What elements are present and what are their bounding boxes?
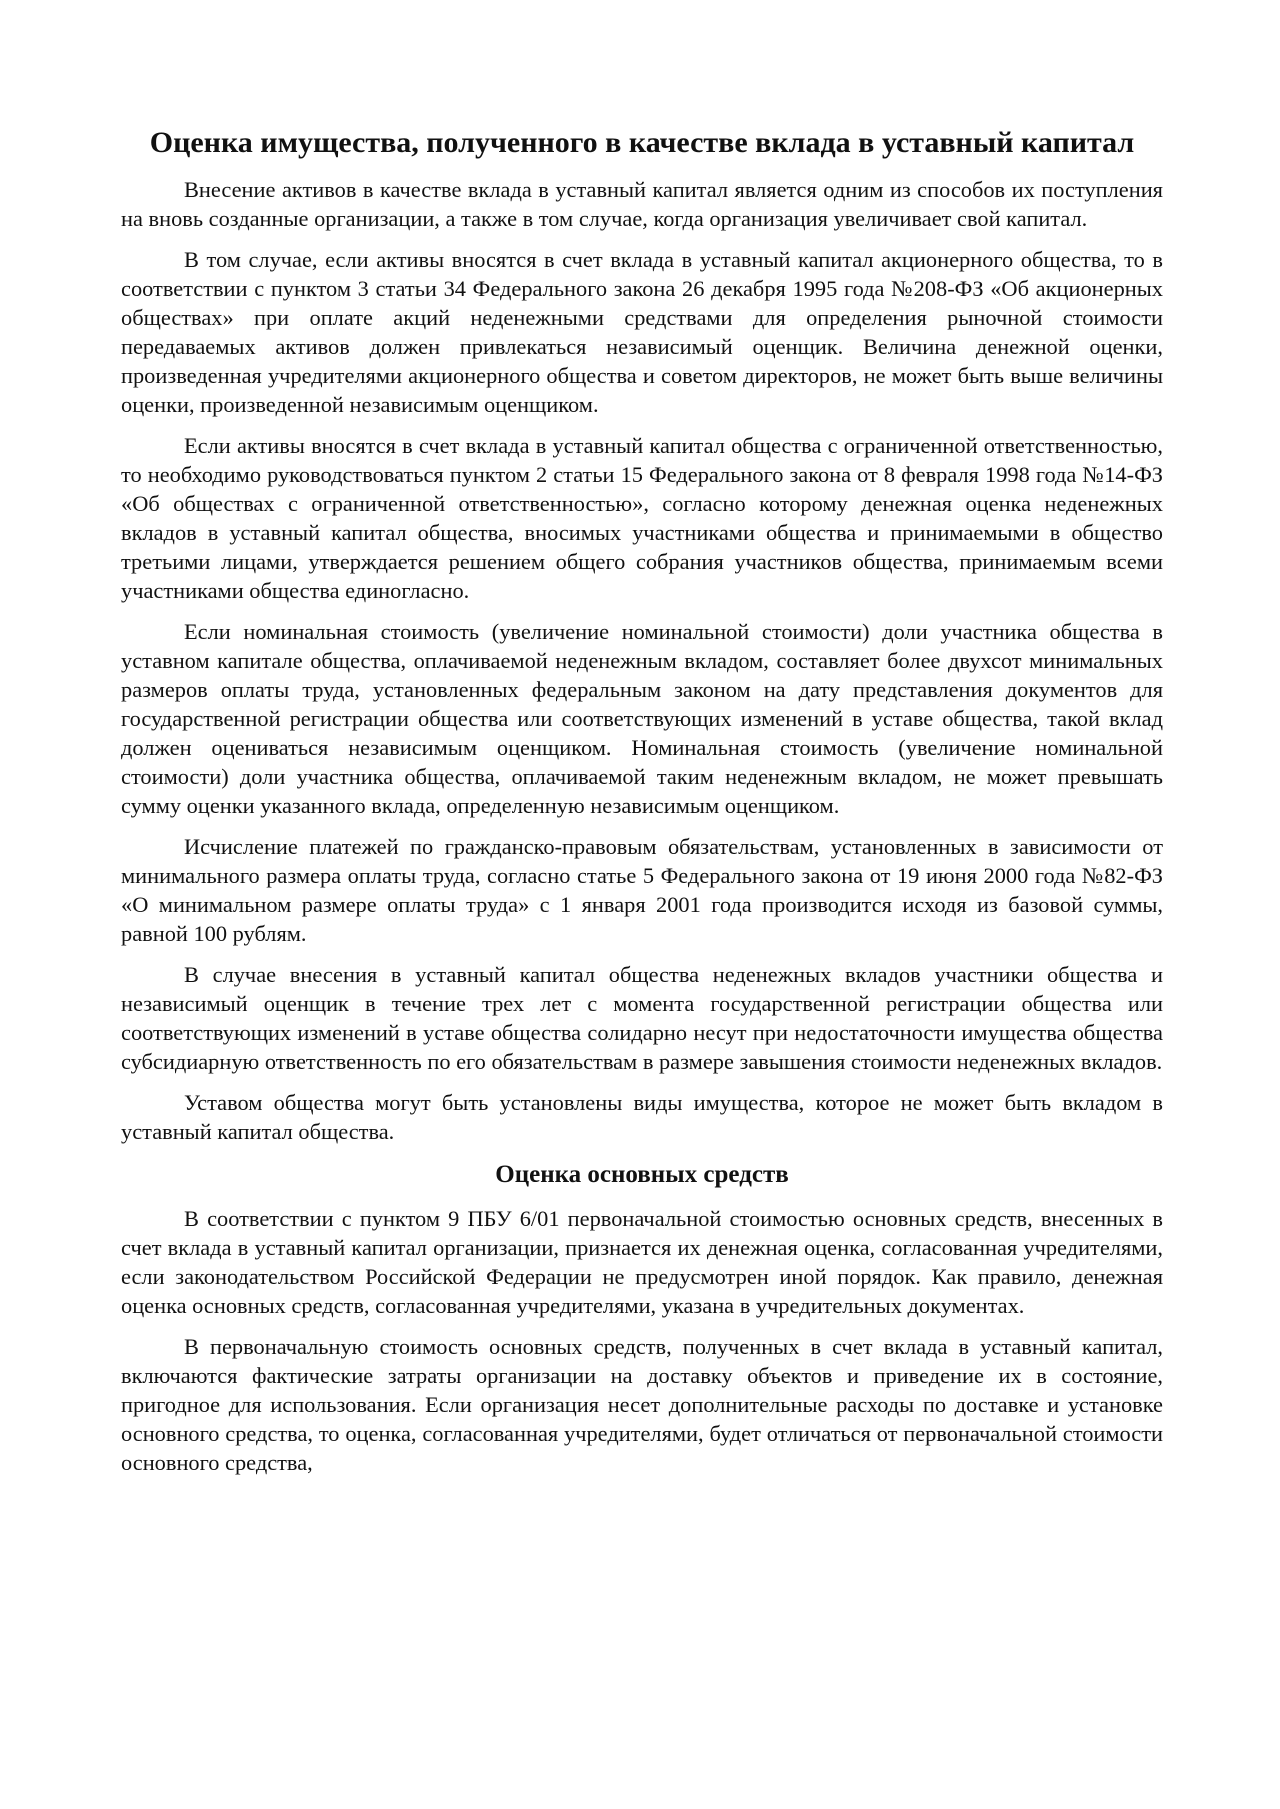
paragraph: Внесение активов в качестве вклада в уставный капитал является одним из способов их поступления на вновь созданные организации, а также в том случае, когда организация увеличивает свой капитал. xyxy=(121,177,1163,231)
paragraph: В соответствии с пунктом 9 ПБУ 6/01 первоначальной стоимостью основных средств, внесенных в счет вклада в уставный капитал организации, признается их денежная оценка, согласованная учредителями, если законодательством Российской Федерации не предусмотрен иной порядок. Как правило, денежная оценка основных средств, согласованная учредителями, указана в учредительных документах. xyxy=(121,1206,1163,1318)
document-body xyxy=(121,124,1163,1489)
paragraph: Уставом общества могут быть установлены виды имущества, которое не может быть вкладом в уставный капитал общества. xyxy=(121,1090,1163,1144)
paragraph: Исчисление платежей по гражданско-правовым обязательствам, установленных в зависимости от минимального размера оплаты труда, согласно статье 5 Федерального закона от 19 июня 2000 года №82-ФЗ «О минимальном размере оплаты труда» с 1 января 2001 года производится исходя из базовой суммы, равной 100 рублям. xyxy=(121,834,1163,946)
paragraph: В первоначальную стоимость основных средств, полученных в счет вклада в уставный капитал, включаются фактические затраты организации на доставку объектов и приведение их в состояние, пригодное для использования. Если организация несет дополнительные расходы по доставке и установке основного средства, то оценка, согласованная учредителями, будет отличаться от первоначальной стоимости основного средства, xyxy=(121,1334,1163,1475)
page-title: Оценка имущества, полученного в качестве вклада в уставный капитал xyxy=(149,126,1135,159)
section-heading: Оценка основных средств xyxy=(495,1161,789,1188)
paragraph: В случае внесения в уставный капитал общества неденежных вкладов участники общества и независимый оценщик в течение трех лет с момента государственной регистрации общества или соответствующих изменений в уставе общества солидарно несут при недостаточности имущества общества субсидиарную ответственность по его обязательствам в размере завышения стоимости неденежных вкладов. xyxy=(121,962,1163,1074)
paragraph: Если активы вносятся в счет вклада в уставный капитал общества с ограниченной ответственностью, то необходимо руководствоваться пунктом 2 статьи 15 Федерального закона от 8 февраля 1998 года №14-ФЗ «Об обществах с ограниченной ответственностью», согласно которому денежная оценка неденежных вкладов в уставный капитал общества, вносимых участниками общества и принимаемыми в общество третьими лицами, утверждается решением общего собрания участников общества, принимаемым всеми участниками общества единогласно. xyxy=(121,433,1163,603)
paragraph: Если номинальная стоимость (увеличение номинальной стоимости) доли участника общества в уставном капитале общества, оплачиваемой неденежным вкладом, составляет более двухсот минимальных размеров оплаты труда, установленных федеральным законом на дату представления документов для государственной регистрации общества или соответствующих изменений в уставе общества, такой вклад должен оцениваться независимым оценщиком. Номинальная стоимость (увеличение номинальной стоимости) доли участника общества, оплачиваемой таким неденежным вкладом, не может превышать сумму оценки указанного вклада, определенную независимым оценщиком. xyxy=(121,619,1163,818)
paragraph: В том случае, если активы вносятся в счет вклада в уставный капитал акционерного общества, то в соответствии с пунктом 3 статьи 34 Федерального закона 26 декабря 1995 года №208-ФЗ «Об акционерных обществах» при оплате акций неденежными средствами для определения рыночной стоимости передаваемых активов должен привлекаться независимый оценщик. Величина денежной оценки, произведенная учредителями акционерного общества и советом директоров, не может быть выше величины оценки, произведенной независимым оценщиком. xyxy=(121,247,1163,417)
